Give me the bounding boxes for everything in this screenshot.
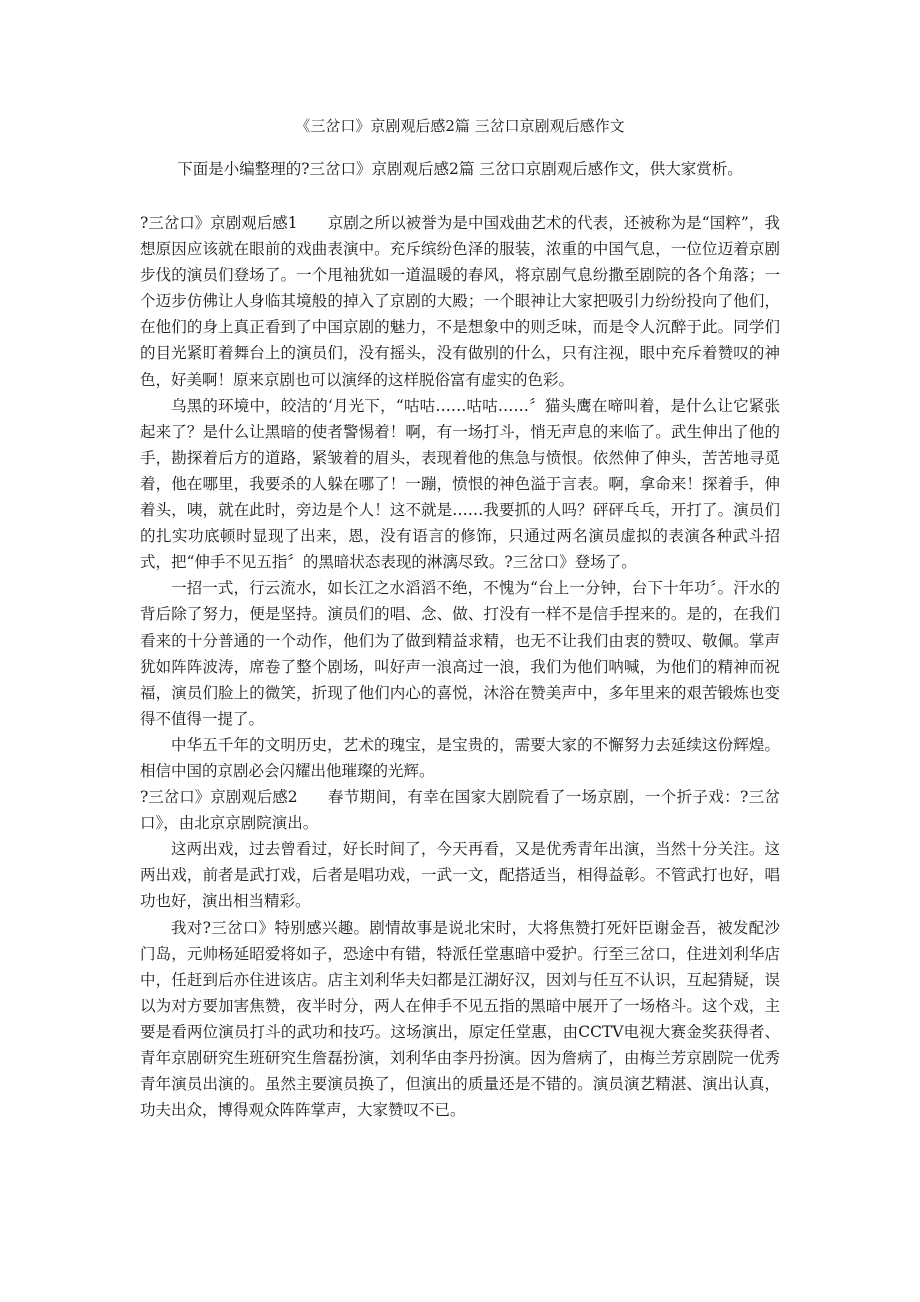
section-1-first-paragraph (140, 210, 780, 393)
document-intro: 下面是小编整理的?三岔口》京剧观后感2篇 三岔口京剧观后感作文，供大家赏析。 (177, 160, 743, 178)
section-2-paragraph: 这两出戏，过去曾看过，好长时间了，今天再看，又是优秀青年出演，当然十分关注。这两出戏，前者是武打戏，后者是唱功戏，一武一文，配搭适当，相得益彰。不管武打也好，唱功也好，演出相当精彩。 (140, 840, 780, 911)
section-1-first-paragraph-text: 京剧之所以被誉为是中国戏曲艺术的代表，还被称为是“国粹”，我想原因应该就在眼前的戏曲表演中。充斥缤纷色泽的服装，浓重的中国气息，一位位迈着京剧步伐的演员们登场了。一个甩袖犹如一道温暖的春风，将京剧气息纷撒至剧院的各个角落；一个迈步仿佛让人身临其境般的掉入了京剧的大殿；一个眼神让大家把吸引力纷纷投向了他们，在他们的身上真正看到了中国京剧的魅力，不是想象中的则乏味，而是令人沉醉于此。同学们的目光紧盯着舞台上的演员们，没有摇头，没有做别的什么，只有注视，眼中充斥着赞叹的神色，好美啊！原来京剧也可以演绎的这样脱俗富有虚实的色彩。 (140, 214, 780, 389)
document-body (140, 210, 780, 1123)
section-1-paragraph: 一招一式，行云流水，如长江之水滔滔不绝，不愧为“台上一分钟，台下十年功〞。汗水的背后除了努力，便是坚持。演员们的唱、念、做、打没有一样不是信手捏来的。是的，在我们看来的十分普通的一个动作，他们为了做到精益求精，也无不让我们由衷的赞叹、敬佩。掌声犹如阵阵波涛，席卷了整个剧场，叫好声一浪高过一浪，我们为他们呐喊，为他们的精神而祝福，演员们脸上的微笑，折现了他们内心的喜悦，沐浴在赞美声中，多年里来的艰苦锻炼也变得不值得一提了。 (140, 579, 780, 728)
section-1-paragraph: 乌黑的环境中，皎洁的‘月光下，“咕咕……咕咕……〞猫头鹰在啼叫着，是什么让它紧张起来了？是什么让黑暗的使者警惕着！啊，有一场打斗，悄无声息的来临了。武生伸出了他的手，勘探着后方的道路，紧皱着的眉头，表现着他的焦急与愤恨。依然伸了伸头，苦苦地寻觅着，他在哪里，我要杀的人躲在哪了！一蹦，愤恨的神色溢于言表。啊，拿命来！探着手，伸着头，咦，就在此时，旁边是个人！这不就是……我要抓的人吗？砰砰乓乓，开打了。演员们的扎实功底顿时显现了出来，恩，没有语言的修饰，只通过两名演员虚拟的表演各种武斗招式，把“伸手不见五指〞的黑暗状态表现的淋漓尽致。?三岔口》登场了。 (140, 396, 780, 572)
section-2-paragraph: 我对?三岔口》特别感兴趣。剧情故事是说北宋时，大将焦赞打死奸臣谢金吾，被发配沙门岛，元帅杨延昭爱将如子，恐途中有错，特派任堂惠暗中爱护。行至三岔口，住进刘利华店中，任赶到后亦住进该店。店主刘利华夫妇都是江湖好汉，因刘与任互不认识，互起猜疑，误以为对方要加害焦赞，夜半时分，两人在伸手不见五指的黑暗中展开了一场格斗。这个戏，主要是看两位演员打斗的武功和技巧。这场演出，原定任堂惠，由CCTV电视大赛金奖获得者、青年京剧研究生班研究生詹磊扮演，刘利华由李丹扮演。因为詹病了，由梅兰芳京剧院一优秀青年演员出演的。虽然主要演员换了，但演出的质量还是不错的。演员演艺精湛、演出认真，功夫出众，博得观众阵阵掌声，大家赞叹不已。 (140, 918, 780, 1120)
section-2-label: ?三岔口》京剧观后感2 (140, 788, 298, 807)
section-1-paragraph: 中华五千年的文明历史，艺术的瑰宝，是宝贵的，需要大家的不懈努力去延续这份辉煌。相信中国的京剧必会闪耀出他璀璨的光辉。 (140, 735, 780, 780)
section-2-first-paragraph (140, 784, 780, 836)
section-2-first-paragraph-text: 春节期间，有幸在国家大剧院看了一场京剧，一个折子戏：?三岔口》，由北京京剧院演出。 (140, 788, 780, 833)
document-title: 《三岔口》京剧观后感2篇 三岔口京剧观后感作文 (295, 117, 625, 135)
section-1-label: ?三岔口》京剧观后感1 (140, 214, 298, 232)
